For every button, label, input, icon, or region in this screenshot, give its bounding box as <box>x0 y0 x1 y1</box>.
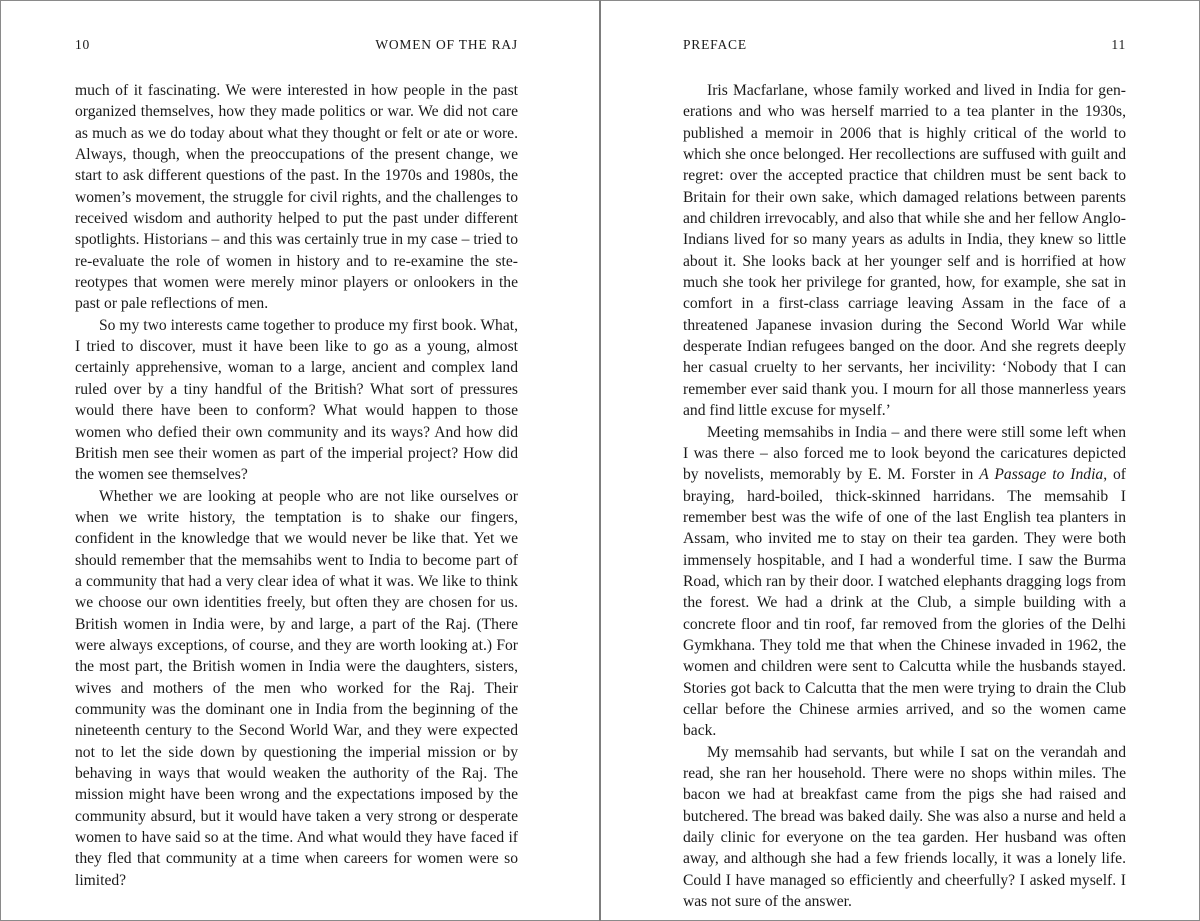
paragraph: My memsahib had servants, but while I sat on the verandah and read, she ran her household. There were no shops within miles. The bacon we had at breakfast came from the pigs she had raised and butchered. The bread was baked daily. She was also a nurse and held a daily clinic for everyone on the tea garden. Her husband was often away, and although she had a few friends locally, it was a lonely life. Could I have managed so efficiently and cheerfully? I asked myself. I was not sure of the answer. <box>683 743 1126 911</box>
right-running-head <box>683 37 1126 57</box>
running-head-title: WOMEN OF THE RAJ <box>375 37 518 52</box>
left-page-body <box>75 80 518 891</box>
left-page <box>75 0 518 921</box>
gutter-divider <box>599 0 601 921</box>
right-page <box>683 0 1126 921</box>
running-head-title: PREFACE <box>683 37 747 52</box>
book-title-italic: A Passage to India <box>979 466 1104 484</box>
paragraph-text: Meeting memsahibs in India – and there were still some left when I was there – also forced me to look beyond the caricatures depicted by novelists, memorably by E. M. Forster in <box>683 423 1126 484</box>
paragraph: much of it fascinating. We were interested in how people in the past organized themselves, how they made politics or war. We did not care as much as we do today about what they thought or felt or ate or wore. Always, though, when the preoccupations of the present change, we start to ask different questions of the past. In the 1970s and 1980s, the women’s movement, the struggle for civil rights, and the challenges to received wisdom and authority helped to put the past under different spotlights. Historians – and this was certainly true in my case – tried to re-evaluate the role of women in history and to re-examine the stereotypes that women were merely minor players or onlookers in the past or pale reflections of men. <box>75 82 518 313</box>
paragraph: Whether we are looking at people who are not like ourselves or when we write history, the temptation is to shake our fingers, confident in the knowledge that we would never be like that. Yet we should remember that the memsahibs went to India to become part of a community that had a very clear idea of what it was. We like to think we choose our own identities freely, but often they are chosen for us. British women in India were, by and large, a part of the Raj. (There were always exceptions, of course, and they are worth looking at.) For the most part, the British women in India were the daughters, sisters, wives and mothers of the men who worked for the Raj. Their community was the dominant one in India from the beginning of the nineteenth century to the Second World War, and they were expected not to let the side down by questioning the imperial mission or by behaving in ways that would weaken the authority of the Raj. The mission might have been wrong and the expectations imposed by the community absurd, but it would have taken a very strong or desperate women to have said so at the time. And what would they have faced if they fled that community at a time when careers for women were so limited? <box>75 487 518 889</box>
paragraph: So my two interests came together to produce my first book. What, I tried to discover, must it have been like to go as a young, almost certainly apprehensive, woman to a large, ancient and complex land ruled over by a tiny handful of the British? What sort of pressures would there have been to conform? What would happen to those women who defied their own community and its ways? And how did British men see their women as part of the imperial project? How did the women see themselves? <box>75 316 518 484</box>
right-page-body <box>683 80 1126 912</box>
page-number: 10 <box>75 37 91 52</box>
paragraph: Iris Macfarlane, whose family worked and lived in India for generations and who was herself married to a tea planter in the 1930s, published a memoir in 2006 that is highly critical of the world to which she once belonged. Her recollections are suffused with guilt and regret: over the accepted practice that children must be sent back to Britain for their own sake, which damaged relations between parents and children irrevocably, and also that while she and her fellow Anglo-Indians lived for so many years as adults in India, they knew so little about it. She looks back at her younger self and is horrified at how much she took her privilege for granted, how, for example, she sat in comfort in a first-class carriage leaving Assam in the face of a threatened Japanese invasion during the Second World War while desperate Indian refugees banged on the door. And she regrets deeply her casual cruelty to her servants, her incivility: ‘Nobody that I can remember ever said thank you. I mourn for all those mannerless years and find little excuse for myself.’ <box>683 82 1126 420</box>
page-number: 11 <box>1111 37 1126 52</box>
left-running-head <box>75 37 518 57</box>
paragraph-text: , of braying, hard-boiled, thick-skinned harridans. The memsahib I remember best was the wife of one of the last English tea planters in Assam, who invited me to stay on their tea garden. They were both immensely hospitable, and I had a wonderful time. I saw the Burma Road, which ran by their door. I watched elephants dragging logs from the forest. We had a drink at the Club, a simple building with a concrete floor and tin roof, far removed from the glories of the Delhi Gymkhana. They told me that when the Chinese invaded in 1962, the women and children were sent to Calcutta while the husbands stayed. Stories got back to Calcutta that the men were trying to drain the Club cellar before the Chinese armies arrived, and so the women came back. <box>683 466 1126 740</box>
paragraph <box>683 422 1126 742</box>
